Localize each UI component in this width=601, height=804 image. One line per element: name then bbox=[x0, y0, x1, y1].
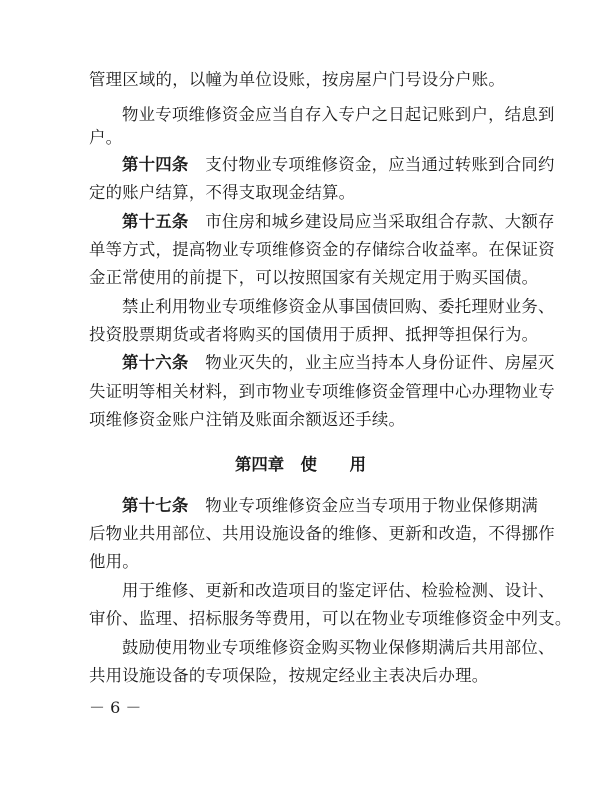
text-line: 投资股票期货或者将购买的国债用于质押、抵押等担保行为。 bbox=[89, 325, 539, 344]
article-number: 第十六条 bbox=[122, 353, 189, 372]
article-14 bbox=[122, 155, 555, 175]
article-number: 第十四条 bbox=[122, 155, 189, 174]
text-line: 用于维修、更新和改造项目的鉴定评估、检验检测、设计、 bbox=[122, 581, 555, 600]
text-line: 共用设施设备的专项保险，按规定经业主表决后办理。 bbox=[89, 666, 489, 685]
text-line: 管理区域的，以幢为单位设账，按房屋户门号设分户账。 bbox=[89, 70, 506, 89]
article-15 bbox=[122, 212, 555, 232]
text-line: 审价、监理、招标服务等费用，可以在物业专项维修资金中列支。 bbox=[89, 609, 572, 628]
article-text: 物业灭失的，业主应当持本人身份证件、房屋灭 bbox=[205, 353, 555, 372]
text-line: 鼓励使用物业专项维修资金购买物业保修期满后共用部位、 bbox=[122, 638, 555, 657]
text-line: 禁止利用物业专项维修资金从事国债回购、委托理财业务、 bbox=[122, 297, 555, 316]
article-number: 第十七条 bbox=[122, 496, 189, 515]
text-line: 单等方式，提高物业专项维修资金的存储综合收益率。在保证资 bbox=[89, 240, 555, 259]
article-17 bbox=[122, 496, 540, 516]
text-line: 他用。 bbox=[89, 552, 139, 571]
text-line: 定的账户结算，不得支取现金结算。 bbox=[89, 183, 356, 202]
page-number: － 6 － bbox=[89, 698, 142, 717]
article-text: 物业专项维修资金应当专项用于物业保修期满 bbox=[205, 496, 539, 515]
text-line: 金正常使用的前提下，可以按照国家有关规定用于购买国债。 bbox=[89, 268, 539, 287]
article-number: 第十五条 bbox=[122, 212, 189, 231]
text-line: 后物业共用部位、共用设施设备的维修、更新和改造，不得挪作 bbox=[89, 524, 555, 543]
text-line: 户。 bbox=[89, 128, 123, 147]
article-16 bbox=[122, 353, 555, 373]
article-text: 市住房和城乡建设局应当采取组合存款、大额存 bbox=[205, 212, 555, 231]
text-line: 项维修资金账户注销及账面余额返还手续。 bbox=[89, 410, 406, 429]
text-line: 失证明等相关材料，到市物业专项维修资金管理中心办理物业专 bbox=[89, 382, 555, 401]
chapter-heading: 第四章 使 用 bbox=[234, 455, 367, 474]
article-text: 支付物业专项维修资金，应当通过转账到合同约 bbox=[205, 155, 555, 174]
text-line: 物业专项维修资金应当自存入专户之日起记账到户，结息到 bbox=[122, 105, 555, 124]
